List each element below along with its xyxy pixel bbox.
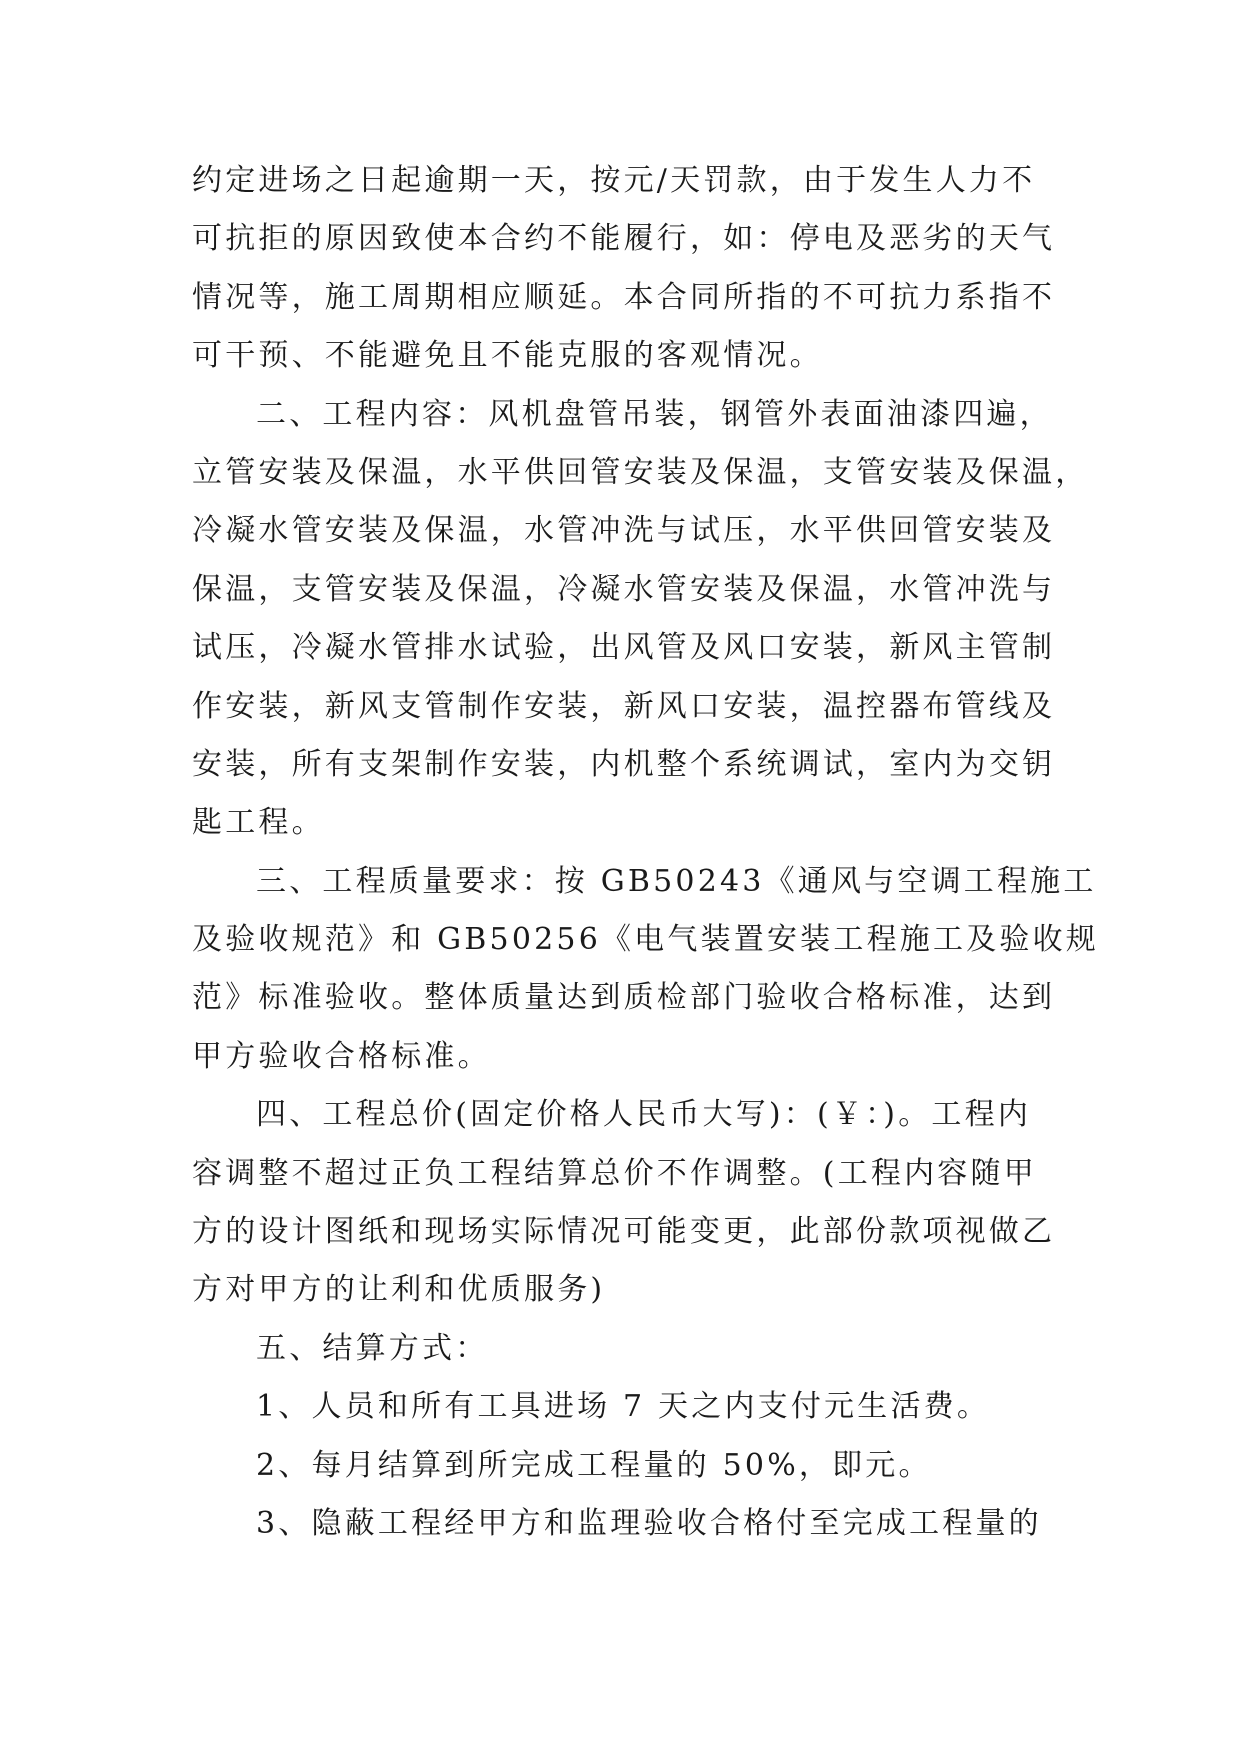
text-line: 冷凝水管安装及保温，水管冲洗与试压，水平供回管安装及 — [192, 513, 1056, 549]
section-heading-line: 四、工程总价(固定价格人民币大写)：(￥：)。工程内 — [256, 1097, 1032, 1133]
text-line: 匙工程。 — [192, 805, 325, 841]
text-line: 立管安装及保温，水平供回管安装及保温，支管安装及保温， — [192, 454, 1089, 490]
text-line: 保温，支管安装及保温，冷凝水管安装及保温，水管冲洗与 — [192, 571, 1056, 607]
document-page — [192, 152, 1099, 1553]
list-item: 1、人员和所有工具进场 7 天之内支付元生活费。 — [256, 1389, 991, 1425]
text-line: 作安装，新风支管制作安装，新风口安装，温控器布管线及 — [192, 688, 1056, 724]
section-heading-line: 二、工程内容：风机盘管吊装，钢管外表面油漆四遍， — [256, 396, 1053, 432]
text-line: 方对甲方的让利和优质服务) — [192, 1272, 606, 1308]
list-item: 2、每月结算到所完成工程量的 50%，即元。 — [256, 1447, 932, 1483]
section-heading-line: 三、工程质量要求：按 GB50243《通风与空调工程施工 — [256, 863, 1097, 899]
text-line: 安装，所有支架制作安装，内机整个系统调试，室内为交钥 — [192, 746, 1056, 782]
text-line: 可抗拒的原因致使本合约不能履行，如：停电及恶劣的天气 — [192, 221, 1056, 257]
text-line: 甲方验收合格标准。 — [192, 1038, 491, 1074]
text-line: 及验收规范》和 GB50256《电气装置安装工程施工及验收规 — [192, 922, 1099, 958]
text-line: 约定进场之日起逾期一天，按元/天罚款，由于发生人力不 — [192, 163, 1036, 198]
list-item: 3、隐蔽工程经甲方和监理验收合格付至完成工程量的 — [256, 1505, 1042, 1541]
text-line: 容调整不超过正负工程结算总价不作调整。(工程内容随甲 — [192, 1155, 1037, 1191]
section-heading-line: 五、结算方式： — [256, 1330, 489, 1366]
text-line: 情况等，施工周期相应顺延。本合同所指的不可抗力系指不 — [192, 279, 1056, 315]
text-line: 方的设计图纸和现场实际情况可能变更，此部份款项视做乙 — [192, 1214, 1056, 1250]
text-line: 试压，冷凝水管排水试验，出风管及风口安装，新风主管制 — [192, 630, 1056, 666]
text-line: 范》标准验收。整体质量达到质检部门验收合格标准，达到 — [192, 980, 1056, 1016]
text-line: 可干预、不能避免且不能克服的客观情况。 — [192, 338, 823, 374]
